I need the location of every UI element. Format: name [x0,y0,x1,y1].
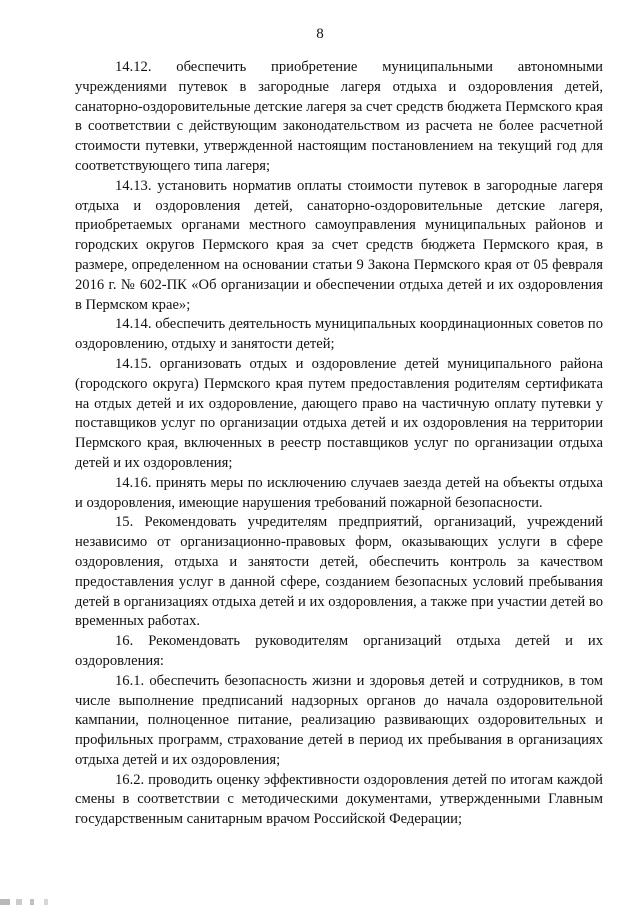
paragraph-15: 15. Рекомендовать учредителям предприятий, организаций, учреждений независимо от организационно-правовых форм, оказывающих услуги в сфере оздоровления, отдыха и занятости детей, обеспечить контроль за качеством предоставления услуг в данной сфере, созданием безопасных условий пребывания детей в организациях отдыха детей и их оздоровления, а также при участии детей во временных работах. [75,514,603,630]
paragraph-14-14: 14.14. обеспечить деятельность муниципальных координационных советов по оздоровлению, отдыху и занятости детей; [75,316,603,353]
paragraph-16-2: 16.2. проводить оценку эффективности оздоровления детей по итогам каждой смены в соответствии с методическими документами, утвержденными Главным государственным санитарным врачом Российской Федерации; [75,771,603,828]
page-number: 8 [316,26,324,42]
paragraph-14-16: 14.16. принять меры по исключению случаев заезда детей на объекты отдыха и оздоровления, имеющие нарушения требований пожарной безопасности. [75,474,603,511]
paragraph-14-13: 14.13. установить норматив оплаты стоимости путевок в загородные лагеря отдыха и оздоровления детей, санаторно-оздоровительные детские лагеря, приобретаемых органами местного самоуправления муниципальных районов и городских округов Пермского края за счет средств бюджета Пермского края, в размере, определенном на основании статьи 9 Закона Пермского края от 05 февраля 2016 г. № 602-ПК «Об организации и обеспечении отдыха детей и их оздоровления в Пермском крае»; [75,177,603,313]
paragraph-16: 16. Рекомендовать руководителям организаций отдыха детей и их оздоровления: [75,633,603,669]
paragraph-14-15: 14.15. организовать отдых и оздоровление детей муниципального района (городского округа) Пермского края путем предоставления родителям сертификата на отдых детей и их оздоровление, дающего право на частичную оплату путевки у поставщиков услуг по организации отдыха детей и их оздоровления на территории Пермского края, включенных в реестр поставщиков услуг по организации отдыха детей и их оздоровления; [75,355,603,471]
scan-edge-mark [0,899,80,905]
document-body [75,58,603,830]
paragraph-14-12: 14.12. обеспечить приобретение муниципальными автономными учреждениями путевок в загородные лагеря отдыха и оздоровления детей, санаторно-оздоровительные детские лагеря за счет средств бюджета Пермского края в соответствии с действующим законодательством из расчета не более расчетной стоимости путевки, утвержденной настоящим постановлением на текущий год для соответствующего типа лагеря; [75,59,603,174]
paragraph-16-1: 16.1. обеспечить безопасность жизни и здоровья детей и сотрудников, в том числе выполнение предписаний надзорных органов до начала оздоровительной кампании, полноценное питание, реализацию развивающих оздоровительных и профильных программ, страхование детей в период их пребывания в организациях отдыха детей и их оздоровления; [75,672,603,768]
